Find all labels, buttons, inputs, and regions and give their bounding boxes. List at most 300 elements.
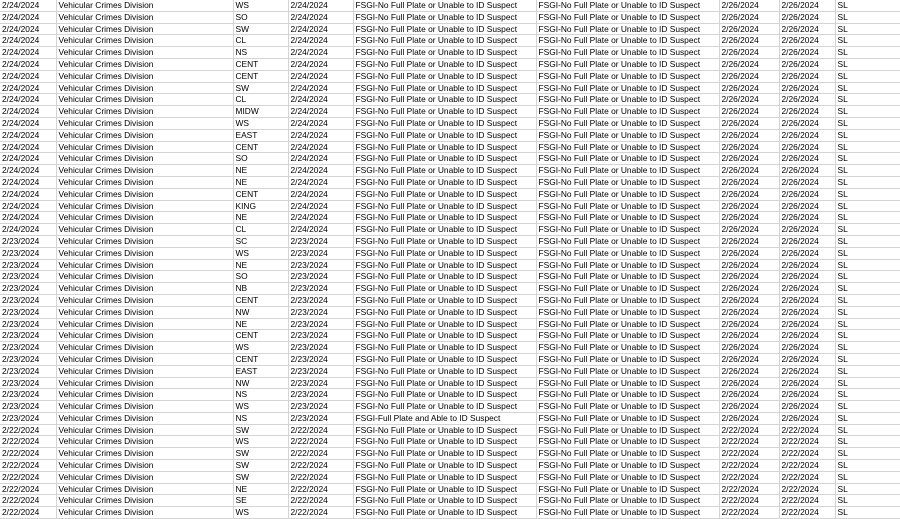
table-cell[interactable]: Vehicular Crimes Division <box>56 117 233 129</box>
table-cell[interactable]: SL <box>835 117 900 129</box>
table-cell[interactable]: FSGI-No Full Plate or Unable to ID Suspect <box>353 330 536 342</box>
table-cell[interactable]: 2/26/2024 <box>719 247 779 259</box>
table-cell[interactable]: 2/26/2024 <box>779 94 835 106</box>
table-cell[interactable]: Vehicular Crimes Division <box>56 377 233 389</box>
table-cell[interactable]: FSGI-No Full Plate or Unable to ID Suspect <box>536 188 719 200</box>
table-cell[interactable]: NS <box>233 47 288 59</box>
table-cell[interactable]: FSGI-No Full Plate or Unable to ID Suspect <box>536 377 719 389</box>
table-cell[interactable]: 2/26/2024 <box>719 235 779 247</box>
table-cell[interactable]: FSGI-No Full Plate or Unable to ID Suspect <box>353 247 536 259</box>
table-cell[interactable]: FSGI-No Full Plate or Unable to ID Suspect <box>353 471 536 483</box>
table-cell[interactable]: SL <box>835 176 900 188</box>
table-cell[interactable]: FSGI-No Full Plate or Unable to ID Suspect <box>353 294 536 306</box>
table-cell[interactable]: NB <box>233 283 288 295</box>
table-cell[interactable]: WS <box>233 436 288 448</box>
table-cell[interactable]: FSGI-No Full Plate or Unable to ID Suspect <box>536 318 719 330</box>
table-cell[interactable]: WS <box>233 507 288 519</box>
table-cell[interactable]: Vehicular Crimes Division <box>56 247 233 259</box>
table-cell[interactable]: 2/26/2024 <box>779 11 835 23</box>
table-cell[interactable]: 2/26/2024 <box>719 401 779 413</box>
table-cell[interactable]: FSGI-No Full Plate or Unable to ID Suspect <box>353 224 536 236</box>
table-cell[interactable]: FSGI-No Full Plate or Unable to ID Suspect <box>536 436 719 448</box>
table-cell[interactable]: 2/26/2024 <box>779 306 835 318</box>
table-cell[interactable]: KING <box>233 200 288 212</box>
table-cell[interactable]: WS <box>233 342 288 354</box>
table-cell[interactable]: CENT <box>233 58 288 70</box>
table-cell[interactable]: FSGI-No Full Plate or Unable to ID Suspect <box>536 176 719 188</box>
table-cell[interactable]: 2/22/2024 <box>288 471 353 483</box>
table-cell[interactable]: CENT <box>233 353 288 365</box>
table-cell[interactable]: FSGI-No Full Plate or Unable to ID Suspect <box>353 23 536 35</box>
table-cell[interactable]: FSGI-No Full Plate or Unable to ID Suspect <box>536 412 719 424</box>
table-cell[interactable]: NE <box>233 483 288 495</box>
table-cell[interactable]: Vehicular Crimes Division <box>56 424 233 436</box>
table-cell[interactable]: 2/23/2024 <box>0 342 56 354</box>
table-cell[interactable]: 2/26/2024 <box>779 47 835 59</box>
table-cell[interactable]: 2/26/2024 <box>719 389 779 401</box>
table-cell[interactable]: 2/23/2024 <box>0 318 56 330</box>
table-cell[interactable]: 2/26/2024 <box>779 188 835 200</box>
table-cell[interactable]: 2/23/2024 <box>0 330 56 342</box>
table-cell[interactable]: SL <box>835 342 900 354</box>
table-cell[interactable]: 2/26/2024 <box>779 82 835 94</box>
table-cell[interactable]: Vehicular Crimes Division <box>56 106 233 118</box>
table-cell[interactable]: 2/26/2024 <box>779 35 835 47</box>
table-cell[interactable]: FSGI-No Full Plate or Unable to ID Suspect <box>353 235 536 247</box>
table-cell[interactable]: FSGI-No Full Plate or Unable to ID Suspect <box>536 70 719 82</box>
table-cell[interactable]: 2/24/2024 <box>0 165 56 177</box>
table-cell[interactable]: 2/26/2024 <box>719 70 779 82</box>
table-cell[interactable]: 2/24/2024 <box>288 0 353 11</box>
table-cell[interactable]: 2/26/2024 <box>779 318 835 330</box>
table-cell[interactable]: 2/26/2024 <box>719 200 779 212</box>
table-cell[interactable]: 2/26/2024 <box>779 129 835 141</box>
table-cell[interactable]: 2/23/2024 <box>0 412 56 424</box>
table-cell[interactable]: SE <box>233 495 288 507</box>
table-cell[interactable]: 2/23/2024 <box>288 294 353 306</box>
table-cell[interactable]: FSGI-No Full Plate or Unable to ID Suspect <box>353 0 536 11</box>
table-cell[interactable]: 2/24/2024 <box>0 117 56 129</box>
table-cell[interactable]: FSGI-No Full Plate or Unable to ID Suspect <box>536 271 719 283</box>
table-cell[interactable]: SL <box>835 141 900 153</box>
table-cell[interactable]: 2/26/2024 <box>779 141 835 153</box>
table-cell[interactable]: Vehicular Crimes Division <box>56 129 233 141</box>
table-cell[interactable]: CENT <box>233 330 288 342</box>
table-cell[interactable]: Vehicular Crimes Division <box>56 153 233 165</box>
table-cell[interactable]: FSGI-No Full Plate or Unable to ID Suspect <box>353 365 536 377</box>
table-cell[interactable]: 2/24/2024 <box>288 188 353 200</box>
table-cell[interactable]: Vehicular Crimes Division <box>56 412 233 424</box>
table-cell[interactable]: SW <box>233 23 288 35</box>
table-cell[interactable]: 2/26/2024 <box>779 106 835 118</box>
table-cell[interactable]: 2/26/2024 <box>779 294 835 306</box>
table-cell[interactable]: 2/26/2024 <box>719 377 779 389</box>
table-cell[interactable]: SL <box>835 106 900 118</box>
table-cell[interactable]: WS <box>233 247 288 259</box>
table-cell[interactable]: FSGI-No Full Plate or Unable to ID Suspect <box>536 23 719 35</box>
table-cell[interactable]: 2/23/2024 <box>288 306 353 318</box>
table-cell[interactable]: 2/26/2024 <box>779 212 835 224</box>
table-cell[interactable]: SL <box>835 0 900 11</box>
table-cell[interactable]: 2/24/2024 <box>0 23 56 35</box>
table-cell[interactable]: 2/22/2024 <box>0 448 56 460</box>
table-cell[interactable]: 2/22/2024 <box>779 436 835 448</box>
table-cell[interactable]: SO <box>233 153 288 165</box>
table-cell[interactable]: 2/23/2024 <box>0 365 56 377</box>
table-cell[interactable]: Vehicular Crimes Division <box>56 471 233 483</box>
table-cell[interactable]: FSGI-No Full Plate or Unable to ID Suspect <box>353 94 536 106</box>
table-cell[interactable]: FSGI-No Full Plate or Unable to ID Suspect <box>536 389 719 401</box>
table-cell[interactable]: 2/23/2024 <box>288 377 353 389</box>
table-cell[interactable]: FSGI-No Full Plate or Unable to ID Suspect <box>536 424 719 436</box>
table-cell[interactable]: SL <box>835 495 900 507</box>
table-cell[interactable]: SL <box>835 353 900 365</box>
table-cell[interactable]: FSGI-No Full Plate or Unable to ID Suspect <box>353 165 536 177</box>
table-cell[interactable]: 2/26/2024 <box>719 117 779 129</box>
table-cell[interactable]: Vehicular Crimes Division <box>56 0 233 11</box>
table-cell[interactable]: SL <box>835 47 900 59</box>
table-cell[interactable]: 2/26/2024 <box>779 271 835 283</box>
table-cell[interactable]: 2/22/2024 <box>779 483 835 495</box>
table-cell[interactable]: 2/22/2024 <box>288 507 353 519</box>
table-cell[interactable]: 2/26/2024 <box>779 23 835 35</box>
table-cell[interactable]: 2/26/2024 <box>719 141 779 153</box>
table-cell[interactable]: SL <box>835 330 900 342</box>
table-cell[interactable]: FSGI-No Full Plate or Unable to ID Suspect <box>353 117 536 129</box>
table-cell[interactable]: 2/24/2024 <box>288 212 353 224</box>
table-cell[interactable]: 2/24/2024 <box>0 188 56 200</box>
table-cell[interactable]: CENT <box>233 141 288 153</box>
table-cell[interactable]: SW <box>233 448 288 460</box>
table-cell[interactable]: 2/23/2024 <box>288 389 353 401</box>
table-cell[interactable]: 2/24/2024 <box>0 35 56 47</box>
table-cell[interactable]: 2/26/2024 <box>779 377 835 389</box>
table-cell[interactable]: FSGI-No Full Plate or Unable to ID Suspect <box>536 106 719 118</box>
table-cell[interactable]: SL <box>835 318 900 330</box>
table-cell[interactable]: 2/22/2024 <box>719 471 779 483</box>
table-cell[interactable]: CL <box>233 35 288 47</box>
table-cell[interactable]: FSGI-No Full Plate or Unable to ID Suspect <box>536 212 719 224</box>
table-cell[interactable]: FSGI-No Full Plate or Unable to ID Suspect <box>536 247 719 259</box>
table-cell[interactable]: SW <box>233 424 288 436</box>
table-cell[interactable]: 2/23/2024 <box>0 306 56 318</box>
table-cell[interactable]: 2/22/2024 <box>0 436 56 448</box>
table-cell[interactable]: Vehicular Crimes Division <box>56 342 233 354</box>
table-cell[interactable]: 2/22/2024 <box>288 460 353 472</box>
table-cell[interactable]: 2/22/2024 <box>288 483 353 495</box>
table-cell[interactable]: SO <box>233 11 288 23</box>
table-cell[interactable]: FSGI-No Full Plate or Unable to ID Suspect <box>353 283 536 295</box>
table-cell[interactable]: FSGI-No Full Plate or Unable to ID Suspect <box>536 483 719 495</box>
table-cell[interactable]: SL <box>835 235 900 247</box>
table-cell[interactable]: CL <box>233 224 288 236</box>
table-cell[interactable]: Vehicular Crimes Division <box>56 460 233 472</box>
table-cell[interactable]: 2/26/2024 <box>779 176 835 188</box>
table-cell[interactable]: 2/24/2024 <box>288 141 353 153</box>
table-cell[interactable]: 2/22/2024 <box>288 436 353 448</box>
table-cell[interactable]: SL <box>835 82 900 94</box>
table-cell[interactable]: 2/23/2024 <box>0 401 56 413</box>
table-cell[interactable]: 2/23/2024 <box>288 247 353 259</box>
table-cell[interactable]: 2/26/2024 <box>719 82 779 94</box>
table-cell[interactable]: FSGI-No Full Plate or Unable to ID Suspect <box>536 460 719 472</box>
table-cell[interactable]: NE <box>233 259 288 271</box>
table-cell[interactable]: FSGI-No Full Plate or Unable to ID Suspect <box>536 94 719 106</box>
table-cell[interactable]: FSGI-No Full Plate or Unable to ID Suspect <box>353 259 536 271</box>
table-cell[interactable]: 2/26/2024 <box>719 0 779 11</box>
table-cell[interactable]: Vehicular Crimes Division <box>56 235 233 247</box>
table-cell[interactable]: 2/26/2024 <box>719 365 779 377</box>
table-cell[interactable]: EAST <box>233 365 288 377</box>
table-cell[interactable]: Vehicular Crimes Division <box>56 11 233 23</box>
table-cell[interactable]: 2/26/2024 <box>719 306 779 318</box>
table-cell[interactable]: Vehicular Crimes Division <box>56 58 233 70</box>
table-cell[interactable]: 2/24/2024 <box>288 106 353 118</box>
table-cell[interactable]: 2/24/2024 <box>0 11 56 23</box>
table-cell[interactable]: 2/24/2024 <box>0 153 56 165</box>
table-cell[interactable]: 2/26/2024 <box>719 47 779 59</box>
table-cell[interactable]: 2/26/2024 <box>779 401 835 413</box>
table-cell[interactable]: 2/23/2024 <box>288 412 353 424</box>
table-cell[interactable]: FSGI-No Full Plate or Unable to ID Suspect <box>353 70 536 82</box>
table-cell[interactable]: SL <box>835 94 900 106</box>
table-cell[interactable]: FSGI-No Full Plate or Unable to ID Suspect <box>536 365 719 377</box>
table-cell[interactable]: 2/26/2024 <box>719 353 779 365</box>
table-cell[interactable]: Vehicular Crimes Division <box>56 436 233 448</box>
table-cell[interactable]: SL <box>835 188 900 200</box>
table-cell[interactable]: Vehicular Crimes Division <box>56 165 233 177</box>
table-cell[interactable]: 2/23/2024 <box>0 271 56 283</box>
table-cell[interactable]: FSGI-No Full Plate or Unable to ID Suspect <box>353 141 536 153</box>
table-cell[interactable]: 2/26/2024 <box>719 271 779 283</box>
table-cell[interactable]: 2/24/2024 <box>288 23 353 35</box>
table-cell[interactable]: 2/23/2024 <box>288 271 353 283</box>
table-cell[interactable]: SL <box>835 306 900 318</box>
table-cell[interactable]: CENT <box>233 70 288 82</box>
table-cell[interactable]: SL <box>835 129 900 141</box>
table-cell[interactable]: 2/23/2024 <box>288 330 353 342</box>
table-cell[interactable]: FSGI-No Full Plate or Unable to ID Suspect <box>536 294 719 306</box>
table-cell[interactable]: FSGI-Full Plate and Able to ID Suspect <box>353 412 536 424</box>
table-cell[interactable]: 2/26/2024 <box>779 224 835 236</box>
table-cell[interactable]: 2/24/2024 <box>0 0 56 11</box>
table-cell[interactable]: 2/26/2024 <box>779 247 835 259</box>
table-cell[interactable]: Vehicular Crimes Division <box>56 82 233 94</box>
table-cell[interactable]: 2/26/2024 <box>779 365 835 377</box>
table-cell[interactable]: SL <box>835 507 900 519</box>
table-cell[interactable]: FSGI-No Full Plate or Unable to ID Suspect <box>353 495 536 507</box>
table-cell[interactable]: 2/23/2024 <box>288 401 353 413</box>
table-cell[interactable]: 2/22/2024 <box>0 507 56 519</box>
table-cell[interactable]: Vehicular Crimes Division <box>56 318 233 330</box>
table-cell[interactable]: 2/24/2024 <box>288 70 353 82</box>
table-cell[interactable]: 2/23/2024 <box>288 353 353 365</box>
table-cell[interactable]: Vehicular Crimes Division <box>56 353 233 365</box>
table-cell[interactable]: Vehicular Crimes Division <box>56 176 233 188</box>
table-cell[interactable]: 2/24/2024 <box>0 212 56 224</box>
table-cell[interactable]: 2/26/2024 <box>719 58 779 70</box>
table-cell[interactable]: NS <box>233 412 288 424</box>
table-cell[interactable]: FSGI-No Full Plate or Unable to ID Suspect <box>536 117 719 129</box>
table-cell[interactable]: FSGI-No Full Plate or Unable to ID Suspect <box>353 47 536 59</box>
table-cell[interactable]: Vehicular Crimes Division <box>56 483 233 495</box>
table-cell[interactable]: 2/26/2024 <box>719 259 779 271</box>
table-cell[interactable]: 2/22/2024 <box>719 495 779 507</box>
table-cell[interactable]: FSGI-No Full Plate or Unable to ID Suspect <box>536 129 719 141</box>
table-cell[interactable]: 2/26/2024 <box>719 342 779 354</box>
table-cell[interactable]: 2/24/2024 <box>288 35 353 47</box>
table-cell[interactable]: WS <box>233 0 288 11</box>
table-cell[interactable]: FSGI-No Full Plate or Unable to ID Suspect <box>353 389 536 401</box>
table-cell[interactable]: 2/22/2024 <box>779 495 835 507</box>
table-cell[interactable]: FSGI-No Full Plate or Unable to ID Suspect <box>353 377 536 389</box>
table-cell[interactable]: NE <box>233 318 288 330</box>
table-cell[interactable]: SL <box>835 200 900 212</box>
table-cell[interactable]: SL <box>835 412 900 424</box>
table-cell[interactable]: 2/26/2024 <box>719 176 779 188</box>
table-cell[interactable]: FSGI-No Full Plate or Unable to ID Suspect <box>353 342 536 354</box>
table-cell[interactable]: SL <box>835 165 900 177</box>
table-cell[interactable]: 2/22/2024 <box>0 460 56 472</box>
table-cell[interactable]: Vehicular Crimes Division <box>56 200 233 212</box>
table-cell[interactable]: 2/24/2024 <box>288 58 353 70</box>
table-cell[interactable]: CENT <box>233 294 288 306</box>
table-cell[interactable]: 2/23/2024 <box>288 318 353 330</box>
table-cell[interactable]: 2/26/2024 <box>779 165 835 177</box>
table-cell[interactable]: 2/26/2024 <box>719 294 779 306</box>
table-cell[interactable]: Vehicular Crimes Division <box>56 35 233 47</box>
table-cell[interactable]: SL <box>835 247 900 259</box>
table-cell[interactable]: NW <box>233 306 288 318</box>
table-cell[interactable]: 2/26/2024 <box>779 389 835 401</box>
table-cell[interactable]: FSGI-No Full Plate or Unable to ID Suspect <box>536 141 719 153</box>
table-cell[interactable]: 2/22/2024 <box>288 448 353 460</box>
table-cell[interactable]: FSGI-No Full Plate or Unable to ID Suspect <box>353 200 536 212</box>
table-cell[interactable]: 2/23/2024 <box>288 283 353 295</box>
table-cell[interactable]: 2/24/2024 <box>0 106 56 118</box>
table-cell[interactable]: FSGI-No Full Plate or Unable to ID Suspect <box>536 47 719 59</box>
table-cell[interactable]: 2/26/2024 <box>719 165 779 177</box>
table-cell[interactable]: Vehicular Crimes Division <box>56 330 233 342</box>
table-cell[interactable]: FSGI-No Full Plate or Unable to ID Suspect <box>353 448 536 460</box>
table-cell[interactable]: FSGI-No Full Plate or Unable to ID Suspect <box>536 0 719 11</box>
table-cell[interactable]: 2/22/2024 <box>719 448 779 460</box>
table-cell[interactable]: 2/24/2024 <box>288 224 353 236</box>
table-cell[interactable]: 2/24/2024 <box>288 94 353 106</box>
table-cell[interactable]: FSGI-No Full Plate or Unable to ID Suspect <box>536 353 719 365</box>
table-cell[interactable]: 2/23/2024 <box>0 294 56 306</box>
table-cell[interactable]: 2/24/2024 <box>288 200 353 212</box>
table-cell[interactable]: SL <box>835 294 900 306</box>
table-cell[interactable]: 2/24/2024 <box>0 141 56 153</box>
table-cell[interactable]: SL <box>835 271 900 283</box>
table-cell[interactable]: 2/26/2024 <box>719 94 779 106</box>
table-cell[interactable]: 2/26/2024 <box>719 224 779 236</box>
table-cell[interactable]: 2/26/2024 <box>779 153 835 165</box>
table-cell[interactable]: 2/26/2024 <box>719 330 779 342</box>
table-cell[interactable]: Vehicular Crimes Division <box>56 70 233 82</box>
table-cell[interactable]: NE <box>233 212 288 224</box>
table-cell[interactable]: 2/24/2024 <box>288 153 353 165</box>
table-cell[interactable]: SL <box>835 70 900 82</box>
table-cell[interactable]: FSGI-No Full Plate or Unable to ID Suspect <box>353 436 536 448</box>
table-cell[interactable]: 2/26/2024 <box>779 117 835 129</box>
table-cell[interactable]: Vehicular Crimes Division <box>56 294 233 306</box>
table-cell[interactable]: FSGI-No Full Plate or Unable to ID Suspect <box>536 200 719 212</box>
table-cell[interactable]: Vehicular Crimes Division <box>56 507 233 519</box>
table-cell[interactable]: Vehicular Crimes Division <box>56 47 233 59</box>
table-cell[interactable]: 2/26/2024 <box>779 283 835 295</box>
table-cell[interactable]: 2/22/2024 <box>288 424 353 436</box>
table-cell[interactable]: 2/23/2024 <box>0 235 56 247</box>
table-cell[interactable]: 2/22/2024 <box>779 424 835 436</box>
table-cell[interactable]: Vehicular Crimes Division <box>56 389 233 401</box>
table-cell[interactable]: SL <box>835 401 900 413</box>
table-cell[interactable]: 2/22/2024 <box>719 507 779 519</box>
table-cell[interactable]: SL <box>835 460 900 472</box>
table-cell[interactable]: 2/22/2024 <box>288 495 353 507</box>
table-cell[interactable]: FSGI-No Full Plate or Unable to ID Suspect <box>536 495 719 507</box>
table-cell[interactable]: 2/22/2024 <box>719 424 779 436</box>
table-cell[interactable]: 2/24/2024 <box>288 165 353 177</box>
table-cell[interactable]: SL <box>835 483 900 495</box>
table-cell[interactable]: SW <box>233 471 288 483</box>
table-cell[interactable]: FSGI-No Full Plate or Unable to ID Suspect <box>536 35 719 47</box>
table-cell[interactable]: SL <box>835 224 900 236</box>
table-cell[interactable]: 2/23/2024 <box>288 259 353 271</box>
table-cell[interactable]: 2/26/2024 <box>719 188 779 200</box>
table-cell[interactable]: 2/26/2024 <box>719 153 779 165</box>
table-cell[interactable]: 2/22/2024 <box>0 483 56 495</box>
table-cell[interactable]: 2/26/2024 <box>779 353 835 365</box>
table-cell[interactable]: FSGI-No Full Plate or Unable to ID Suspect <box>536 259 719 271</box>
table-cell[interactable]: 2/22/2024 <box>0 471 56 483</box>
table-cell[interactable]: Vehicular Crimes Division <box>56 283 233 295</box>
table-cell[interactable]: WS <box>233 401 288 413</box>
table-cell[interactable]: 2/24/2024 <box>0 224 56 236</box>
table-cell[interactable]: FSGI-No Full Plate or Unable to ID Suspect <box>536 342 719 354</box>
table-cell[interactable]: FSGI-No Full Plate or Unable to ID Suspect <box>536 448 719 460</box>
table-cell[interactable]: 2/26/2024 <box>719 212 779 224</box>
table-cell[interactable]: SL <box>835 58 900 70</box>
table-cell[interactable]: SL <box>835 448 900 460</box>
table-cell[interactable]: FSGI-No Full Plate or Unable to ID Suspect <box>353 424 536 436</box>
table-cell[interactable]: Vehicular Crimes Division <box>56 188 233 200</box>
table-cell[interactable]: EAST <box>233 129 288 141</box>
table-cell[interactable]: FSGI-No Full Plate or Unable to ID Suspect <box>353 271 536 283</box>
table-cell[interactable]: FSGI-No Full Plate or Unable to ID Suspect <box>536 165 719 177</box>
table-cell[interactable]: 2/24/2024 <box>0 200 56 212</box>
table-cell[interactable]: 2/24/2024 <box>288 82 353 94</box>
table-cell[interactable]: Vehicular Crimes Division <box>56 94 233 106</box>
table-cell[interactable]: FSGI-No Full Plate or Unable to ID Suspect <box>353 106 536 118</box>
table-cell[interactable]: 2/24/2024 <box>288 176 353 188</box>
table-cell[interactable]: SL <box>835 389 900 401</box>
table-cell[interactable]: SC <box>233 235 288 247</box>
table-cell[interactable]: 2/24/2024 <box>0 129 56 141</box>
table-cell[interactable]: 2/23/2024 <box>0 389 56 401</box>
table-cell[interactable]: 2/26/2024 <box>779 235 835 247</box>
table-cell[interactable]: 2/24/2024 <box>0 82 56 94</box>
table-cell[interactable]: 2/24/2024 <box>288 117 353 129</box>
table-cell[interactable]: FSGI-No Full Plate or Unable to ID Suspect <box>536 401 719 413</box>
table-cell[interactable]: 2/26/2024 <box>779 200 835 212</box>
table-cell[interactable]: FSGI-No Full Plate or Unable to ID Suspect <box>353 82 536 94</box>
table-cell[interactable]: FSGI-No Full Plate or Unable to ID Suspect <box>536 507 719 519</box>
table-cell[interactable]: 2/23/2024 <box>0 377 56 389</box>
table-cell[interactable]: FSGI-No Full Plate or Unable to ID Suspect <box>536 330 719 342</box>
table-cell[interactable]: 2/22/2024 <box>779 507 835 519</box>
